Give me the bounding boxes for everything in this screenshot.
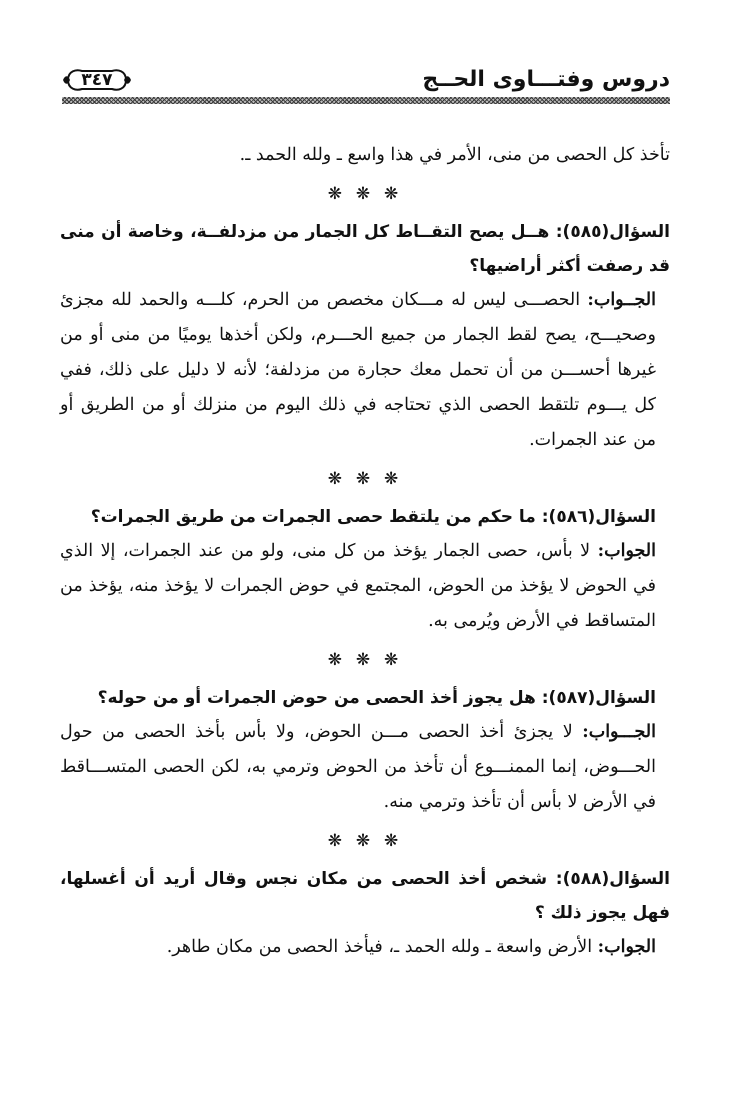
answer-text: الأرض واسعة ـ ولله الحمد ـ، فيأخذ الحصى من مكان طاهر.	[166, 937, 593, 957]
header-rule	[62, 97, 670, 104]
question-text: هل يجوز أخذ الحصى من حوض الجمرات أو من حوله؟	[97, 688, 536, 708]
answer-587	[60, 715, 670, 820]
running-title: دروس وفتـــاوى الحــج	[422, 67, 670, 92]
answer-label: الجــواب:	[587, 290, 656, 310]
page-number: ٣٤٧	[81, 70, 113, 90]
question-text: شخص أخذ الحصى من مكان نجس وقال أريد أن أغسلها، فهل يجوز ذلك ؟	[60, 869, 670, 923]
question-label: السؤال	[609, 222, 670, 242]
section-separator: ❋ ❋ ❋	[327, 184, 403, 204]
answer-label: الجـــواب:	[582, 722, 656, 742]
answer-588	[60, 930, 670, 965]
question-586	[60, 500, 670, 534]
section-separator: ❋ ❋ ❋	[327, 469, 403, 489]
question-label: السؤال	[595, 688, 656, 708]
question-label: السؤال	[609, 869, 671, 889]
question-number: (٥٨٧):	[541, 688, 596, 708]
answer-586	[60, 534, 670, 639]
answer-585	[60, 283, 670, 458]
intro-paragraph: تأخذ كل الحصى من منى، الأمر في هذا واسع ـ ولله الحمد ـ.	[239, 145, 670, 165]
page-number-badge	[62, 66, 132, 94]
answer-label: الجواب:	[597, 541, 656, 561]
answer-text: لا بأس، حصى الجمار يؤخذ من كل منى، ولو من عند الجمرات، إلا الذي في الحوض لا يؤخذ من الحوض، المجتمع في حوض الجمرات لا يؤخذ منه، يؤخذ من المتساقط في الأرض ويُرمى به.	[60, 541, 656, 631]
answer-label: الجواب:	[597, 937, 656, 957]
question-number: (٥٨٦):	[541, 507, 596, 527]
section-separator: ❋ ❋ ❋	[327, 831, 403, 851]
question-587	[60, 681, 670, 715]
question-label: السؤال	[595, 507, 656, 527]
question-text: هــل يصح التقــاط كل الجمار من مزدلفــة، وخاصة أن منى قد رصفت أكثر أراضيها؟	[60, 222, 670, 276]
section-separator: ❋ ❋ ❋	[327, 650, 403, 670]
page-body	[60, 138, 670, 965]
answer-text: لا يجزئ أخذ الحصى مـــن الحوض، ولا بأس بأخذ الحصى من حول الحـــوض، إنما الممنـــوع أن تأخذ من الحوض وترمي به، لكن الحصى المتســـاقط في الأرض لا بأس أن تأخذ وترمي منه.	[60, 722, 656, 812]
question-588	[60, 862, 670, 930]
question-number: (٥٨٥):	[555, 222, 610, 242]
answer-text: الحصـــى ليس له مـــكان مخصص من الحرم، كلـــه والحمد لله مجزئ وصحيـــح، يصح لقط الجمار من جميع الحـــرم، ولكن أخذها يوميًا من منى أو من غيرها أحســـن من أن تحمل معك حجارة من مزدلفة؛ لأنه لا دليل على ذلك، ففي كل يـــوم تلتقط الحصى الذي تحتاجه في ذلك اليوم من منزلك أو من الطريق أو من عند الجمرات.	[60, 290, 656, 450]
question-text: ما حكم من يلتقط حصى الجمرات من طريق الجمرات؟	[90, 507, 536, 527]
question-585	[60, 215, 670, 283]
question-number: (٥٨٨):	[555, 869, 610, 889]
